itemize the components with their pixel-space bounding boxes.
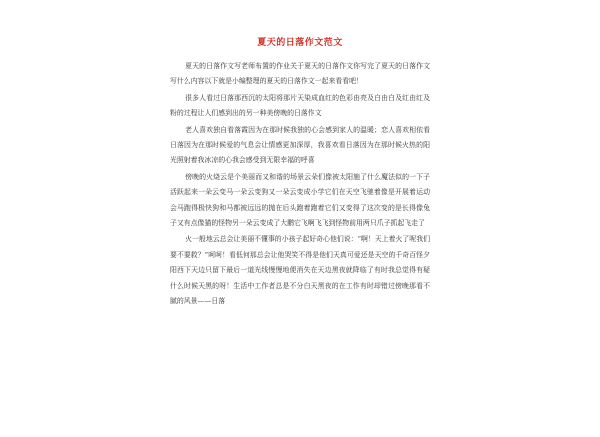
document-page (0, 37, 600, 437)
paragraph-4: 傍晚的火烧云是个美丽而又和谐的场景云朵们像被太阳施了什么魔法似的一下子活跃起来一朵云变马一朵云变狗又一朵云变成小学它们在天空飞驰着像是开展着运动会马跑得极快狗和马都被远远的抛在后头跑着跑着它们又变得了这次变的是长得像兔子又有点像猫的怪物另一朵云变成了大鹏它飞啊飞飞到怪物前用两只爪子抓起飞走了 (170, 172, 430, 228)
paragraph-1: 夏天的日落作文写老师布置的作业关于夏天的日落作文你写完了夏天的日落作文写什么内容以下就是小编整理的夏天的日落作文一起来看看吧！ (170, 62, 430, 86)
document-title: 夏天的日落作文范文 (257, 38, 343, 48)
paragraph-5: 火一般地云总会让美丽不懂事的小孩子起好奇心他们说：“啊！天上着火了呢我们要不要救？”呵呵！看低何那总会让他哭笑不得是他们天真可爱还是天空的千奇百怪夕阳西下天边只留下最后一道光线慢慢地便消失在天边黑夜就降临了有时我总觉得有疑什么时候天黑的呀！生活中工作者总是不分白天黑夜的在工作有时却错过傍晚那看不腻的风景——日落 (170, 235, 430, 306)
paragraph-2: 很多人看过日落那西沉的太阳将那片天染成血红的色彩由亮及白由白及红由红及粉的过程让人们感到出的另一种美傍晚的日落作文 (170, 93, 430, 118)
paragraph-3: 老人喜欢独自看落霞因为在那时候我独的心会感到家人的温暖；恋人喜欢相依看日落因为在那时候爱的气息会让情感更加深厚，我喜欢看日落因为在那时候火热的阳光照射着我冰凉的心我会感受到无限幸福的呼喜 (170, 125, 430, 165)
